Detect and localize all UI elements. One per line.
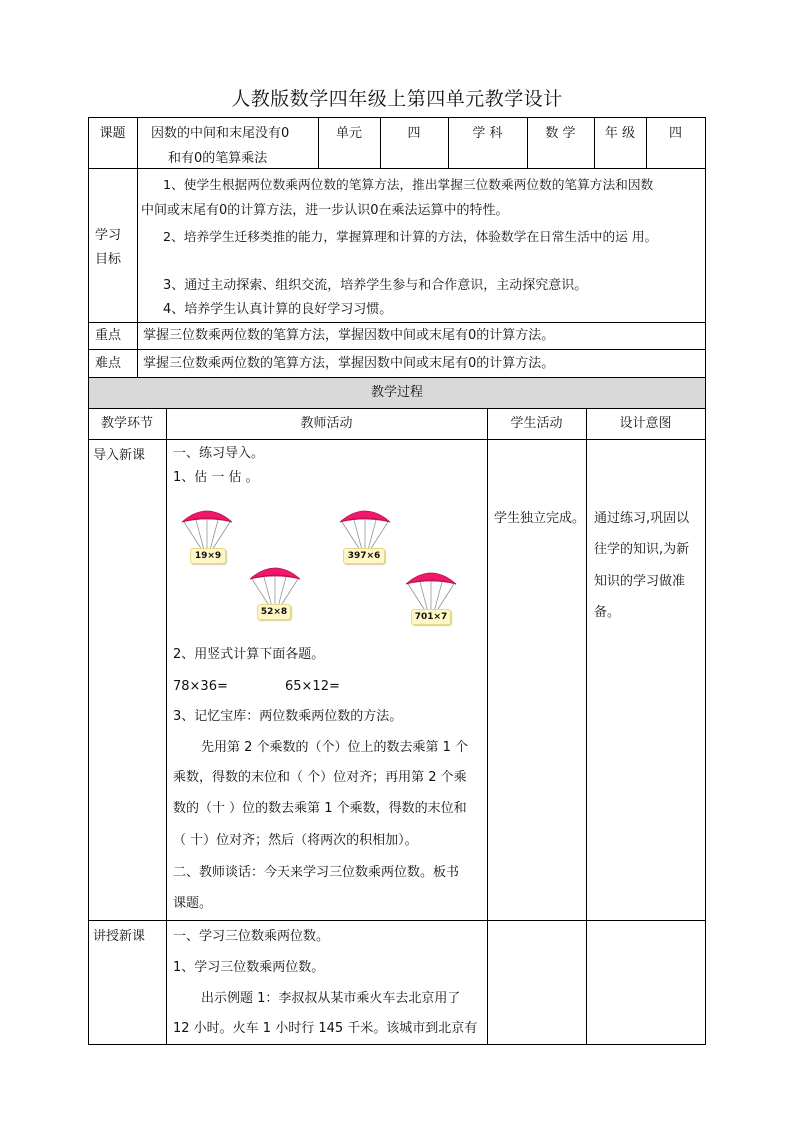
goal-2: 2、培养学生迁移类推的能力，掌握算理和计算的方法，体验数学在日常生活中的运 用。	[163, 229, 658, 244]
col-teacher: 教师活动	[300, 416, 353, 431]
goals-label-1: 学习	[94, 228, 121, 243]
intro-p4: （ 十）位对齐；然后（将两次的积相加）。	[173, 833, 418, 848]
goal-1-line1: 1、使学生根据两位数乘两位数的笔算方法，推出掌握三位数乘两位数的笔算方法和因数	[163, 177, 654, 192]
intro-l2: 1、估 一 估 。	[173, 470, 259, 485]
key-point-text: 掌握三位数乘两位数的笔算方法，掌握因数中间或末尾有0的计算方法。	[143, 328, 555, 343]
grade-value: 四	[668, 126, 682, 141]
parachute-icon	[180, 506, 234, 552]
intro-p3: 数的（十 ）位的数去乘第 1 个乘数，得数的末位和	[173, 801, 467, 816]
new-l3: 出示例题 1：李叔叔从某市乘火车去北京用了	[201, 991, 461, 1006]
page-title: 人教版数学四年级上第四单元教学设计	[231, 88, 563, 110]
parachute-4-label: 701×7	[411, 609, 451, 625]
intro-p5: 二、教师谈话：今天来学习三位数乘两位数。板书	[173, 865, 460, 880]
col-stage: 教学环节	[100, 416, 153, 431]
parachute-4	[404, 568, 458, 614]
col-intent: 设计意图	[619, 416, 672, 431]
goals-label-2: 目标	[94, 252, 121, 267]
goal-4: 4、培养学生认真计算的良好学习习惯。	[163, 302, 393, 317]
intro-intent-2: 往学的知识,为新	[594, 542, 690, 557]
new-l4: 12 小时。火车 1 小时行 145 千米。该城市到北京有	[173, 1021, 478, 1036]
intro-l4: 3、记忆宝库：两位数乘两位数的方法。	[173, 709, 403, 724]
parachute-icon	[404, 568, 458, 614]
difficult-point-label: 难点	[94, 356, 121, 371]
parachute-1-label: 19×9	[190, 548, 226, 564]
intro-intent-3: 知识的学习做准	[594, 574, 686, 589]
new-l1: 一、学习三位数乘两位数。	[173, 929, 330, 944]
parachute-3	[248, 563, 302, 609]
goal-3: 3、通过主动探索、组织交流，培养学生参与和合作意识，主动探究意识。	[163, 278, 588, 293]
intro-p6: 课题。	[173, 896, 213, 911]
unit-label: 单元	[335, 126, 362, 141]
intro-l1: 一、练习导入。	[173, 446, 265, 461]
new-stage: 讲授新课	[93, 929, 146, 944]
parachute-2-label: 397×6	[343, 548, 385, 564]
intro-l3: 2、用竖式计算下面各题。	[173, 647, 325, 662]
topic-line2: 和有0的笔算乘法	[168, 151, 268, 166]
intro-stage: 导入新课	[93, 448, 146, 463]
parachute-icon	[338, 506, 392, 552]
intro-intent-1: 通过练习,巩固以	[594, 511, 690, 526]
intro-calc1: 78×36=	[173, 679, 228, 694]
topic-line1: 因数的中间和末尾没有0	[151, 126, 290, 141]
intro-intent-4: 备。	[594, 605, 621, 620]
parachute-1	[180, 506, 234, 552]
intro-p1: 先用第 2 个乘数的（个）位上的数去乘第 1 个	[201, 740, 469, 755]
intro-student-activity: 学生独立完成。	[494, 511, 586, 526]
topic-label: 课题	[99, 126, 126, 141]
process-heading: 教学过程	[370, 385, 423, 400]
subject-label: 学 科	[472, 126, 503, 141]
new-l2: 1、学习三位数乘两位数。	[173, 960, 325, 975]
col-student: 学生活动	[510, 416, 563, 431]
unit-value: 四	[407, 126, 421, 141]
key-point-label: 重点	[94, 328, 121, 343]
grade-label: 年 级	[604, 126, 636, 141]
difficult-point-text: 掌握三位数乘两位数的笔算方法，掌握因数中间或末尾有0的计算方法。	[143, 356, 555, 371]
subject-value: 数 学	[545, 126, 576, 141]
goal-1-line2: 中间或末尾有0的计算方法，进一步认识0在乘法运算中的特性。	[141, 203, 509, 218]
parachute-2	[338, 506, 392, 552]
intro-p2: 乘数，得数的末位和（ 个）位对齐；再用第 2 个乘	[173, 770, 467, 785]
parachute-icon	[248, 563, 302, 609]
intro-calc2: 65×12=	[285, 679, 340, 694]
parachute-3-label: 52×8	[257, 604, 291, 620]
